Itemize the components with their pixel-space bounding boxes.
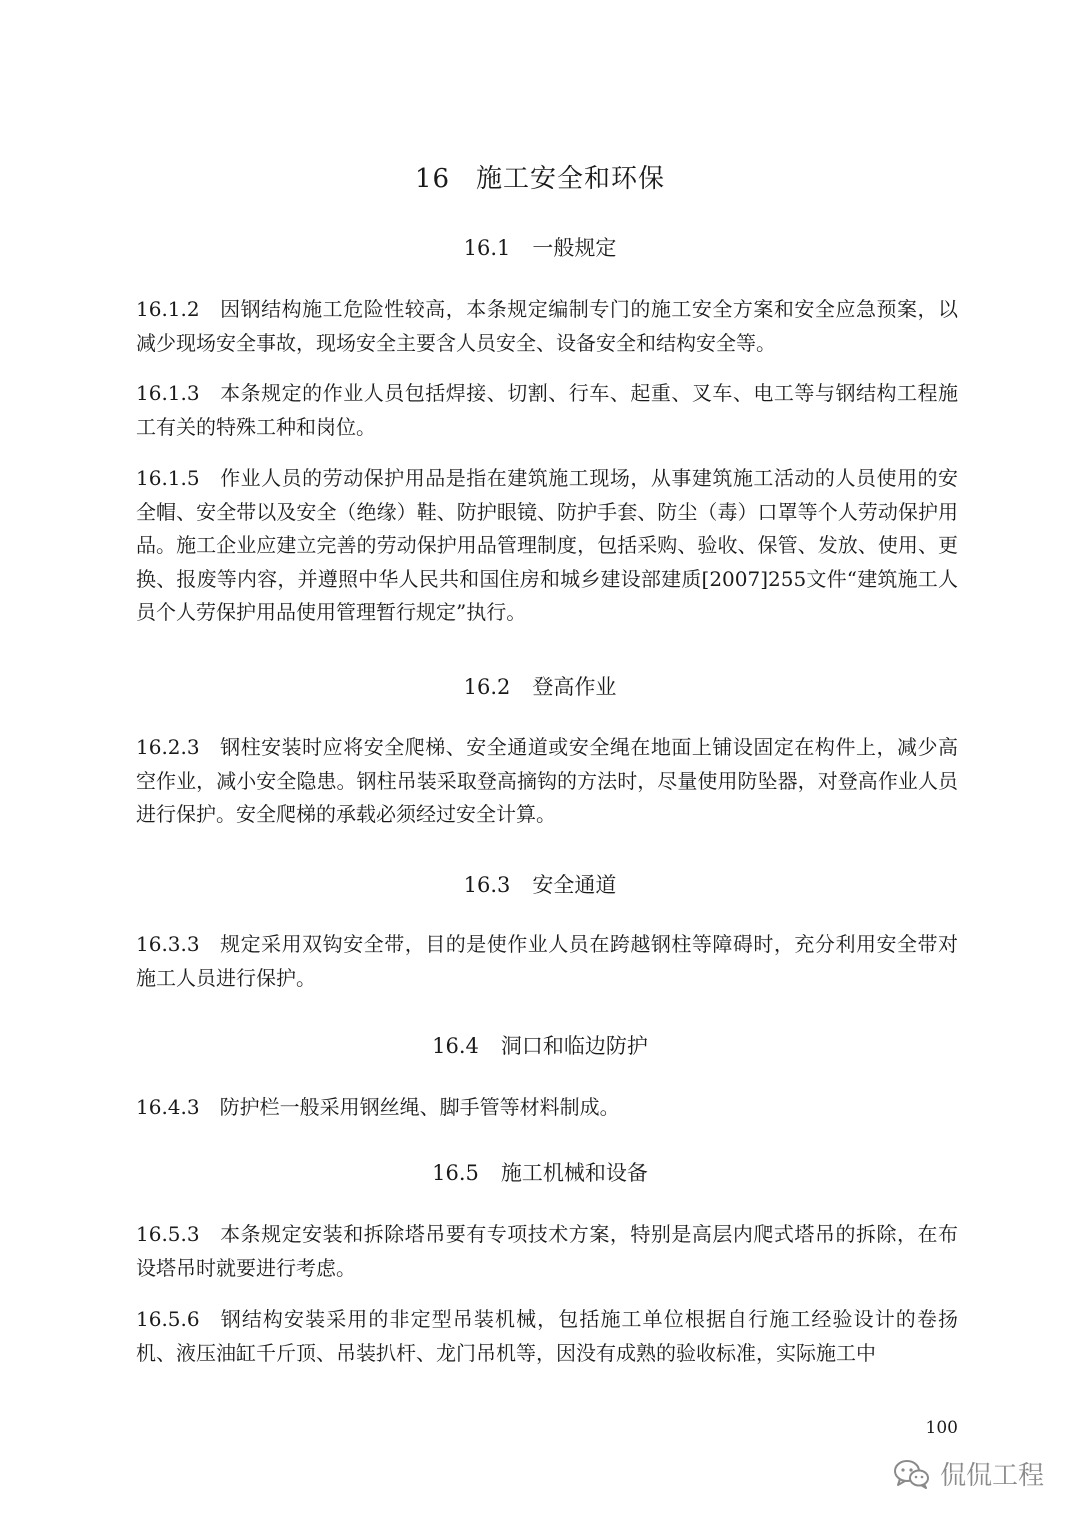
section-number: 16.3	[463, 873, 511, 897]
clause-number: 16.2.3	[136, 735, 200, 759]
clause	[136, 293, 958, 360]
section-title	[0, 232, 1080, 262]
section-title-text: 登高作业	[532, 675, 617, 699]
section-number: 16.1	[463, 236, 511, 260]
clause-number: 16.1.5	[136, 466, 200, 490]
clause-number: 16.1.3	[136, 381, 200, 405]
chapter-number: 16	[414, 164, 451, 194]
clause	[136, 377, 958, 444]
clause-number: 16.4.3	[136, 1095, 200, 1119]
section-title	[0, 1030, 1080, 1060]
chapter-title-text: 施工安全和环保	[476, 164, 666, 194]
clause-text: 钢结构安装采用的非定型吊装机械，包括施工单位根据自行施工经验设计的卷扬机、液压油缸千斤顶、吊装扒杆、龙门吊机等，因没有成熟的验收标准，实际施工中	[136, 1307, 958, 1365]
clause	[136, 1218, 958, 1285]
clause-text: 本条规定的作业人员包括焊接、切割、行车、起重、叉车、电工等与钢结构工程施工有关的特殊工种和岗位。	[136, 381, 958, 439]
clause-number: 16.5.6	[136, 1307, 200, 1331]
clause	[136, 731, 958, 832]
clause-number: 16.3.3	[136, 932, 200, 956]
clause-text: 规定采用双钩安全带，目的是使作业人员在跨越钢柱等障碍时，充分利用安全带对施工人员进行保护。	[136, 932, 958, 990]
section-title	[0, 671, 1080, 701]
chapter-title	[0, 158, 1080, 195]
section-title	[0, 869, 1080, 899]
section-number: 16.2	[463, 675, 511, 699]
clause	[136, 1091, 958, 1125]
watermark-text: 侃侃工程	[939, 1461, 1044, 1491]
section-number: 16.4	[432, 1034, 479, 1058]
clause-number: 16.1.2	[136, 297, 200, 321]
clause-text: 钢柱安装时应将安全爬梯、安全通道或安全绳在地面上铺设固定在构件上，减少高空作业，减小安全隐患。钢柱吊装采取登高摘钩的方法时，尽量使用防坠器，对登高作业人员进行保护。安全爬梯的承载必须经过安全计算。	[136, 735, 958, 826]
section-title-text: 安全通道	[532, 873, 617, 897]
clause-text: 本条规定安装和拆除塔吊要有专项技术方案，特别是高层内爬式塔吊的拆除，在布设塔吊时就要进行考虑。	[136, 1222, 958, 1280]
clause-number: 16.5.3	[136, 1222, 200, 1246]
section-title-text: 洞口和临边防护	[500, 1034, 648, 1058]
wechat-icon	[894, 1459, 930, 1489]
clause	[136, 1303, 958, 1370]
watermark	[894, 1455, 1044, 1492]
clause-text: 因钢结构施工危险性较高，本条规定编制专门的施工安全方案和安全应急预案，以减少现场安全事故，现场安全主要含人员安全、设备安全和结构安全等。	[136, 297, 958, 355]
section-title-text: 施工机械和设备	[500, 1161, 648, 1185]
section-title	[0, 1157, 1080, 1187]
clause	[136, 928, 958, 995]
clause-text: 作业人员的劳动保护用品是指在建筑施工现场，从事建筑施工活动的人员使用的安全帽、安全带以及安全（绝缘）鞋、防护眼镜、防护手套、防尘（毒）口罩等个人劳动保护用品。施工企业应建立完善的劳动保护用品管理制度，包括采购、验收、保管、发放、使用、更换、报废等内容，并遵照中华人民共和国住房和城乡建设部建质[2007]255文件“建筑施工人员个人劳保护用品使用管理暂行规定”执行。	[136, 466, 958, 624]
clause-text: 防护栏一般采用钢丝绳、脚手管等材料制成。	[219, 1095, 620, 1119]
clause	[136, 462, 958, 630]
section-title-text: 一般规定	[532, 236, 617, 260]
section-number: 16.5	[432, 1161, 479, 1185]
page-number: 100	[925, 1418, 958, 1438]
